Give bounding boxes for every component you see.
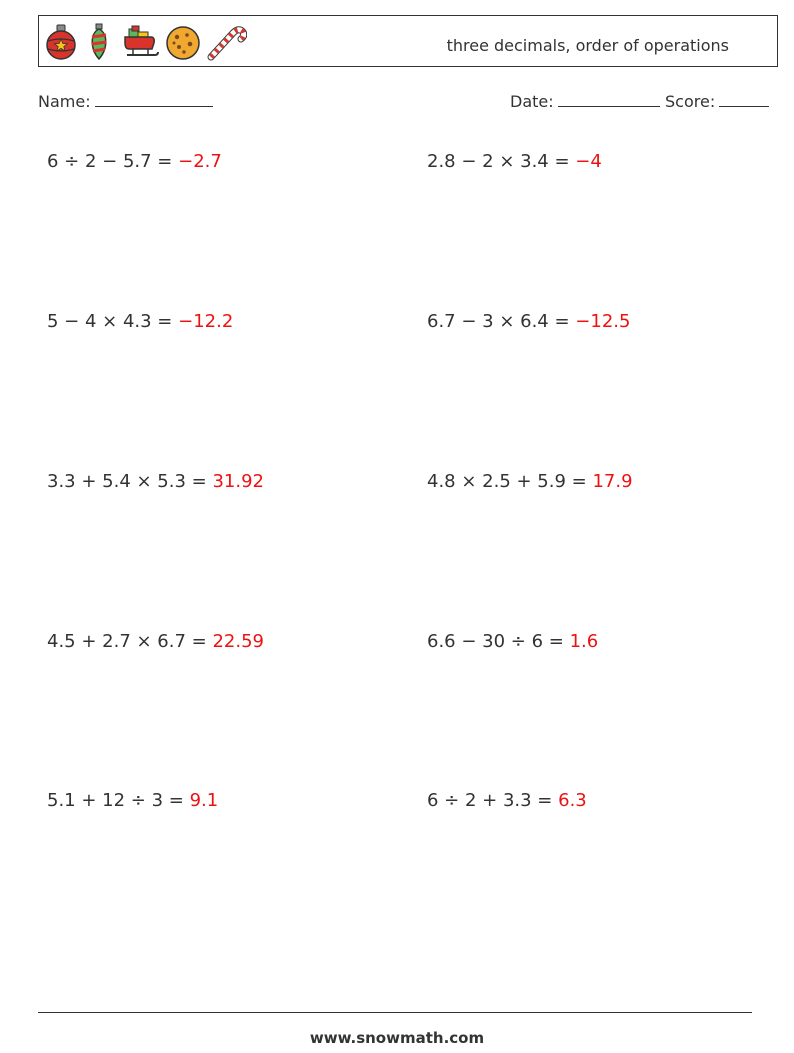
candy-cane-icon (207, 23, 247, 61)
problem-answer: 9.1 (189, 790, 219, 811)
name-blank[interactable] (95, 92, 213, 107)
decoration-icons (45, 23, 247, 61)
score-label: Score: (665, 92, 716, 111)
problem-expression: 5 − 4 × 4.3 = (47, 311, 173, 332)
problem-answer: −12.5 (575, 311, 631, 332)
problem-expression: 6.6 − 30 ÷ 6 = (427, 631, 564, 652)
name-field (38, 92, 213, 111)
problem-expression: 3.3 + 5.4 × 5.3 = (47, 471, 207, 492)
problem-expression: 5.1 + 12 ÷ 3 = (47, 790, 184, 811)
problem-answer: −4 (575, 151, 602, 172)
problem-answer: 17.9 (592, 471, 633, 492)
problem-expression: 6.7 − 3 × 6.4 = (427, 311, 570, 332)
problem-9 (47, 790, 218, 812)
problem-6 (427, 471, 633, 493)
problem-expression: 6 ÷ 2 + 3.3 = (427, 790, 553, 811)
problem-answer: −2.7 (178, 151, 222, 172)
date-blank[interactable] (558, 92, 660, 107)
problem-answer: 31.92 (212, 471, 264, 492)
problem-7 (47, 631, 264, 653)
problem-answer: 6.3 (558, 790, 587, 811)
name-label: Name: (38, 92, 91, 111)
problem-answer: 22.59 (212, 631, 264, 652)
problem-expression: 6 ÷ 2 − 5.7 = (47, 151, 173, 172)
problem-10 (427, 790, 587, 812)
sleigh-icon (121, 23, 159, 61)
score-field (665, 92, 769, 111)
problem-expression: 4.8 × 2.5 + 5.9 = (427, 471, 587, 492)
problem-expression: 2.8 − 2 × 3.4 = (427, 151, 570, 172)
problem-4 (427, 311, 630, 333)
problem-answer: 1.6 (569, 631, 599, 652)
problem-5 (47, 471, 264, 493)
footer-divider (38, 1012, 752, 1013)
date-label: Date: (510, 92, 554, 111)
worksheet-title: three decimals, order of operations (446, 36, 729, 55)
problem-answer: −12.2 (178, 311, 234, 332)
footer-site[interactable]: www.snowmath.com (309, 1029, 485, 1047)
ornament-bulb-icon (83, 23, 115, 61)
date-field (510, 92, 660, 111)
worksheet-header (38, 15, 778, 67)
problem-2 (427, 151, 602, 173)
ornament-ball-icon (45, 23, 77, 61)
problem-8 (427, 631, 598, 653)
cookie-icon (165, 23, 201, 61)
score-blank[interactable] (719, 92, 769, 107)
problem-3 (47, 311, 233, 333)
problem-1 (47, 151, 222, 173)
problem-expression: 4.5 + 2.7 × 6.7 = (47, 631, 207, 652)
